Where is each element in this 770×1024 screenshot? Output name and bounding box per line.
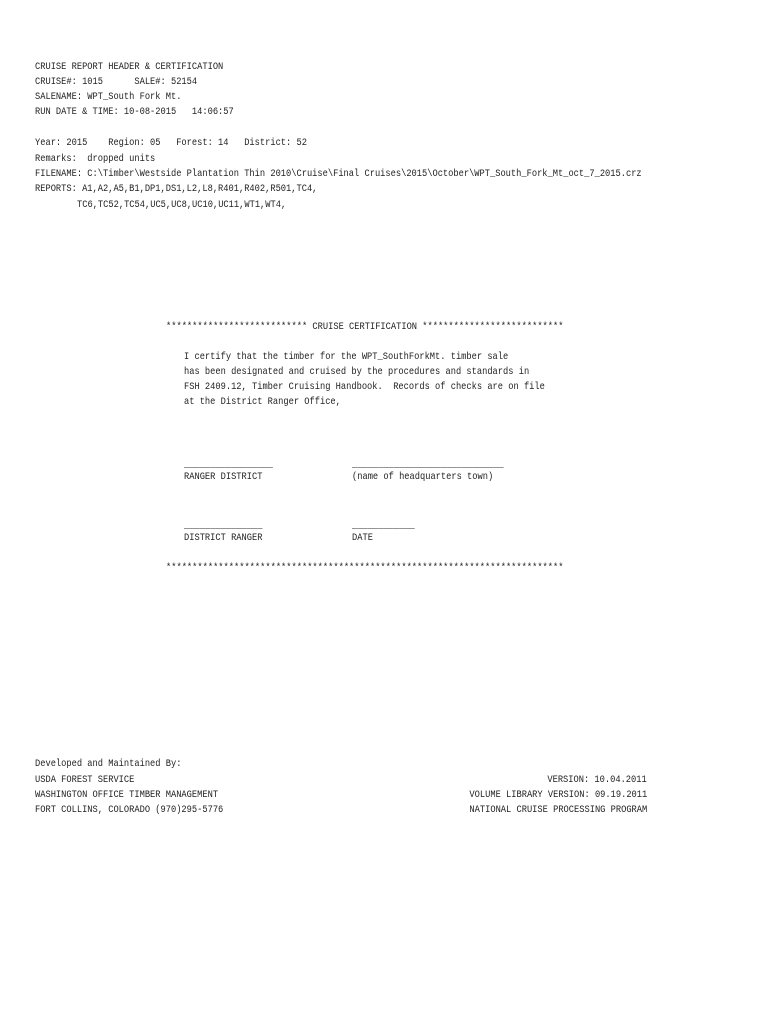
remarks-line: Remarks: dropped units [35, 153, 156, 165]
certification-heading: *************************** CRUISE CERTIFICATION *************************** [166, 321, 564, 333]
signature-line-hq-town: _____________________________ [352, 459, 504, 471]
developed-by-label: Developed and Maintained By: [35, 758, 182, 770]
run-date-line: RUN DATE & TIME: 10-08-2015 14:06:57 [35, 106, 234, 118]
certification-text-1: I certify that the timber for the WPT_SouthForkMt. timber sale [184, 351, 509, 363]
org-line-2: WASHINGTON OFFICE TIMBER MANAGEMENT [35, 789, 219, 801]
salename-line: SALENAME: WPT_South Fork Mt. [35, 91, 182, 103]
label-hq-town: (name of headquarters town) [352, 471, 494, 483]
program-name-line: NATIONAL CRUISE PROCESSING PROGRAM [469, 804, 647, 816]
reports-line-2: TC6,TC52,TC54,UC5,UC8,UC10,UC11,WT1,WT4, [77, 199, 287, 211]
cruise-sale-line: CRUISE#: 1015 SALE#: 52154 [35, 76, 198, 88]
certification-text-3: FSH 2409.12, Timber Cruising Handbook. Records of checks are on file [184, 381, 545, 393]
org-line-1: USDA FOREST SERVICE [35, 774, 135, 786]
signature-line-district-ranger: _______________ [184, 520, 263, 532]
label-district-ranger: DISTRICT RANGER [184, 532, 263, 544]
signature-line-date: ____________ [352, 520, 415, 532]
certification-footer-stars: **************************************************************************** [166, 562, 564, 574]
certification-text-2: has been designated and cruised by the procedures and standards in [184, 366, 530, 378]
reports-line-1: REPORTS: A1,A2,A5,B1,DP1,DS1,L2,L8,R401,R402,R501,TC4, [35, 183, 318, 195]
report-title: CRUISE REPORT HEADER & CERTIFICATION [35, 61, 224, 73]
version-line: VERSION: 10.04.2011 [547, 774, 647, 786]
org-line-3: FORT COLLINS, COLORADO (970)295-5776 [35, 804, 224, 816]
signature-line-ranger-district: _________________ [184, 459, 273, 471]
year-region-line: Year: 2015 Region: 05 Forest: 14 District: 52 [35, 137, 307, 149]
label-ranger-district: RANGER DISTRICT [184, 471, 263, 483]
certification-text-4: at the District Ranger Office, [184, 396, 341, 408]
filename-line: FILENAME: C:\Timber\Westside Plantation Thin 2010\Cruise\Final Cruises\2015\October\WPT_South_Fork_Mt_oct_7_2015.crz [35, 168, 642, 180]
volume-library-version-line: VOLUME LIBRARY VERSION: 09.19.2011 [469, 789, 647, 801]
label-date: DATE [352, 532, 373, 544]
